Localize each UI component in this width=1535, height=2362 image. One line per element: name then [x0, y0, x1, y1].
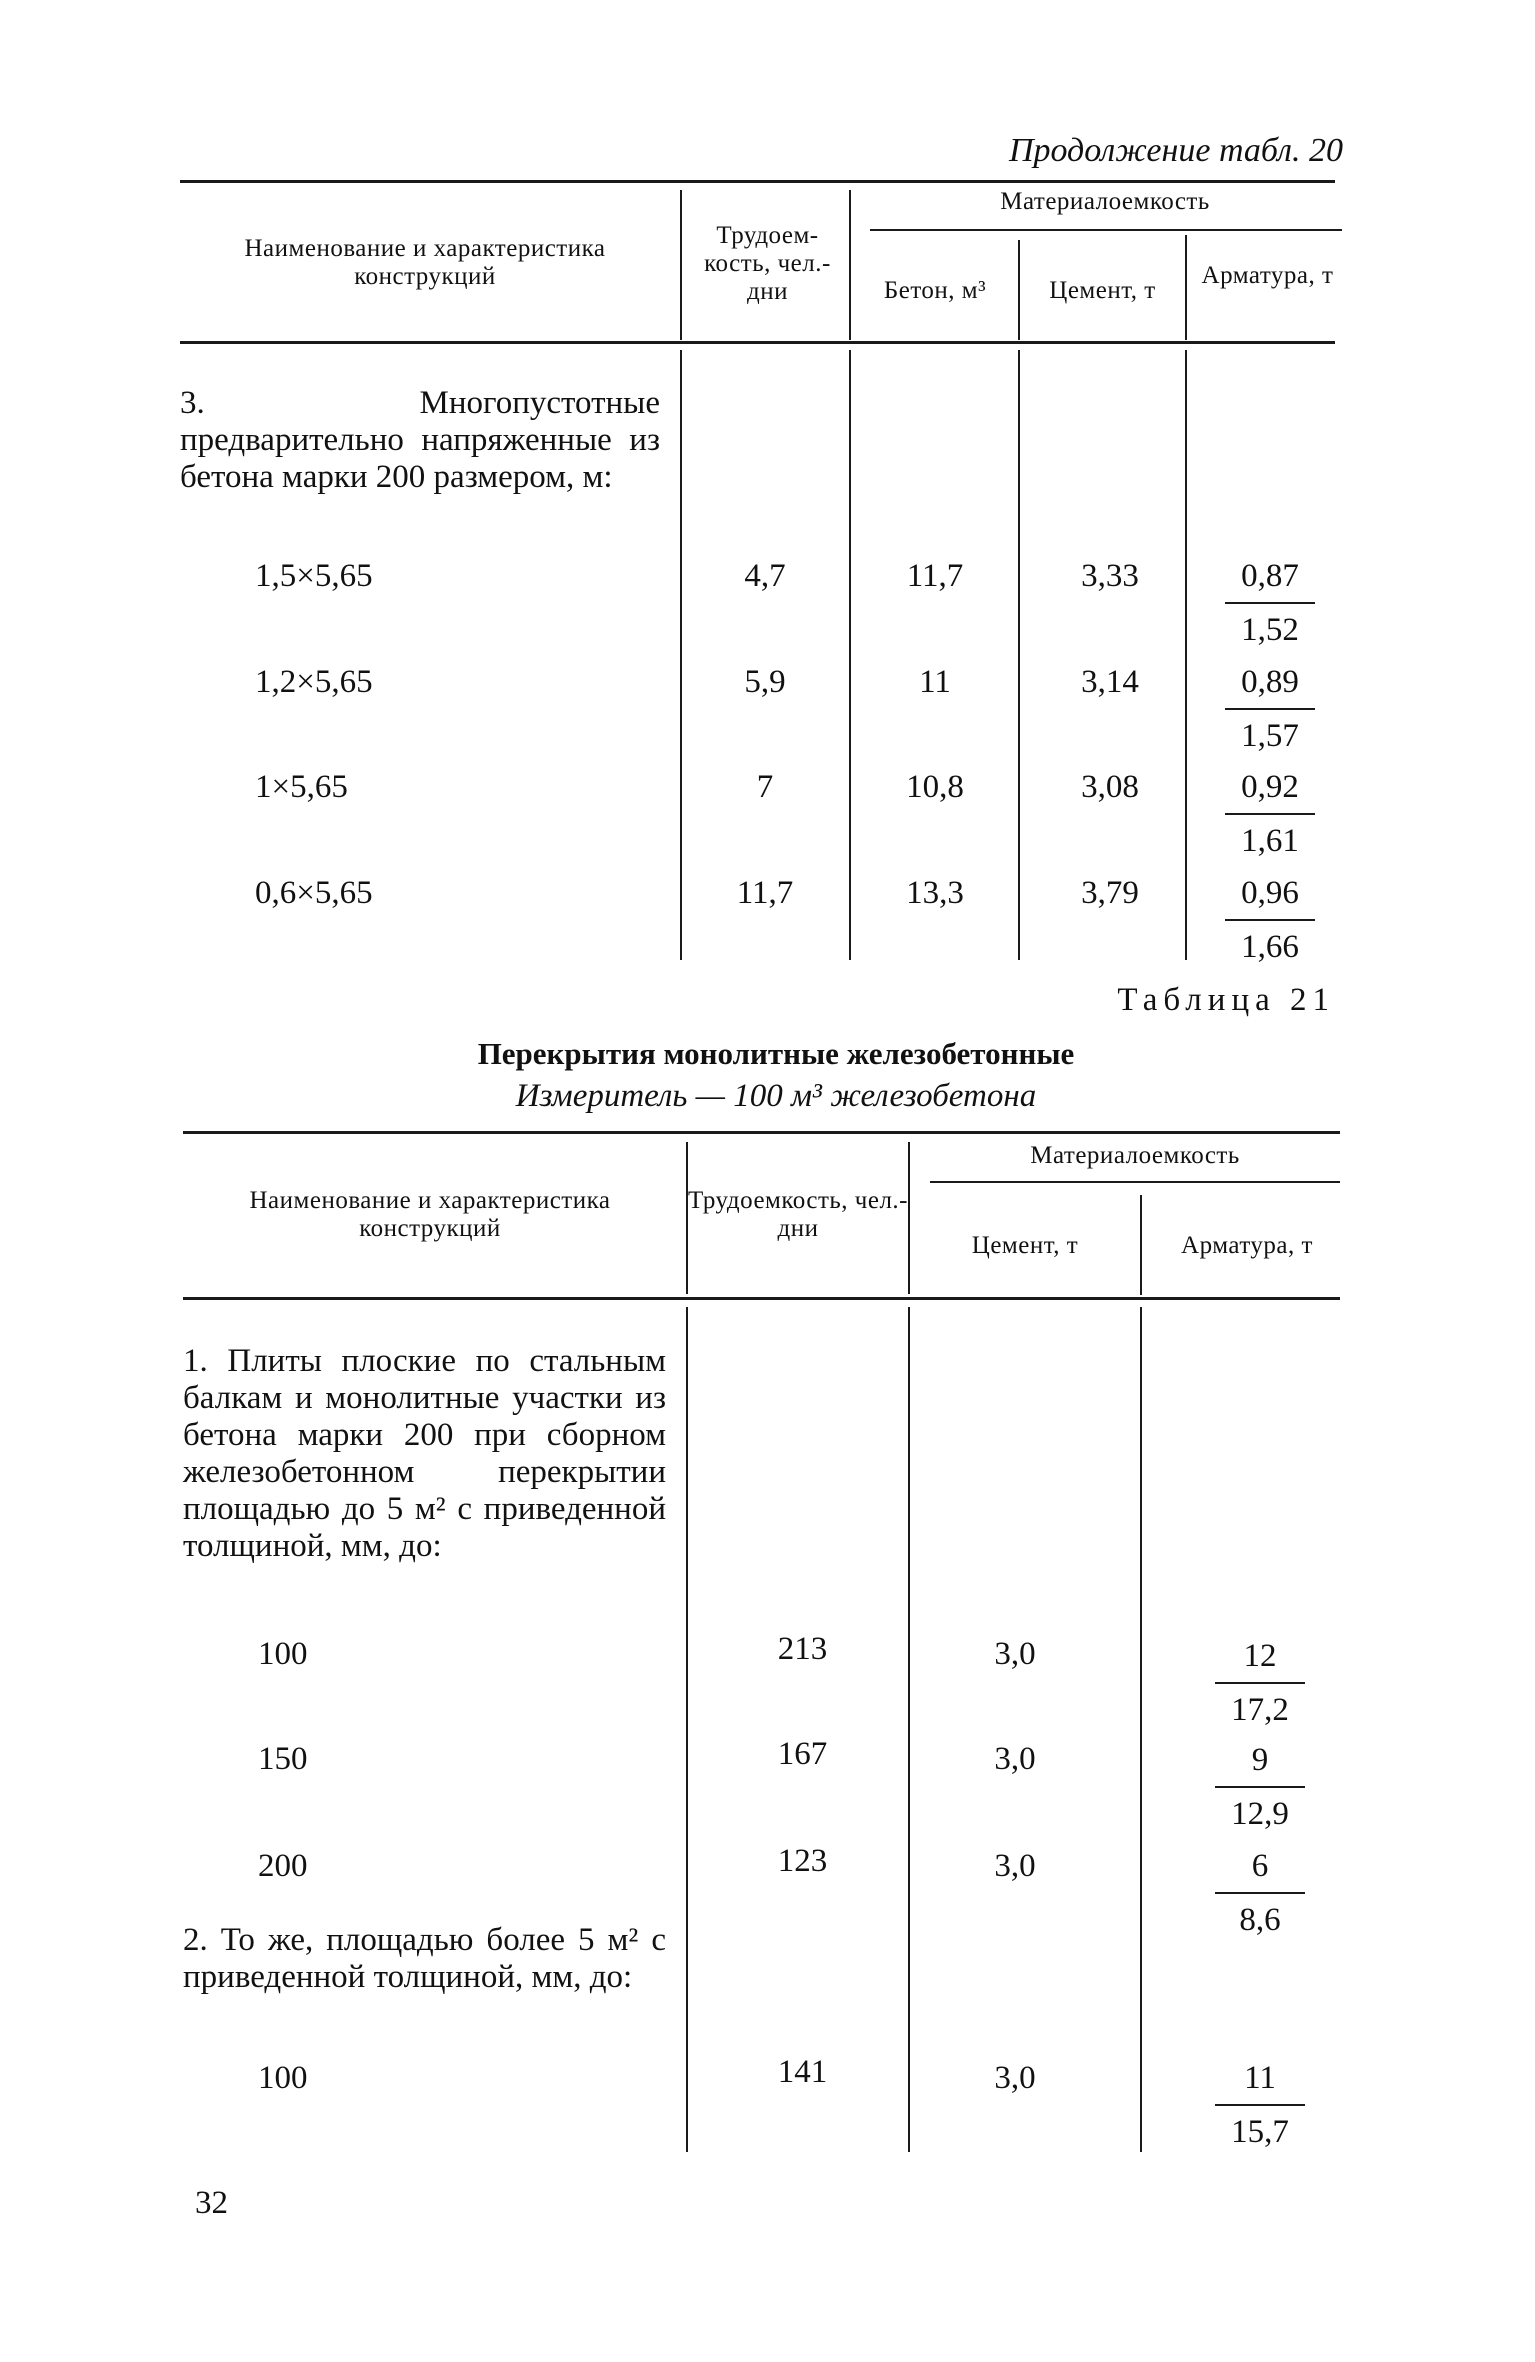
- cement: 3,0: [994, 1636, 1036, 1672]
- rebar-fraction: [1215, 1840, 1305, 1946]
- table-rule: [180, 341, 1335, 344]
- item-label: 2. То же, площадью более 5 м² с приведенной толщиной, мм, до:: [183, 1922, 666, 1995]
- header-cement: Цемент, т: [1049, 277, 1156, 304]
- header-name: Наименование и характеристика конструкций: [249, 1187, 611, 1242]
- denominator: 1,52: [1241, 612, 1299, 648]
- column-divider: [1185, 350, 1187, 960]
- concrete: 11,7: [906, 558, 964, 594]
- table-rule: [180, 180, 1335, 183]
- numerator: 11: [1215, 2052, 1305, 2106]
- header-materials: Материалоемкость: [1030, 1142, 1240, 1169]
- rebar-fraction: [1215, 1630, 1305, 1736]
- concrete: 10,8: [906, 769, 964, 805]
- table-rule: [183, 1131, 1340, 1134]
- size: 1,5×5,65: [255, 558, 373, 594]
- column-divider: [686, 1307, 688, 2152]
- table-title: Перекрытия монолитные железобетонные: [477, 1036, 1075, 1071]
- denominator: 8,6: [1239, 1902, 1281, 1938]
- denominator: 1,66: [1241, 929, 1299, 965]
- numerator: 6: [1215, 1840, 1305, 1894]
- cement: 3,14: [1081, 664, 1139, 700]
- labor: 11,7: [736, 875, 794, 911]
- size: 1×5,65: [255, 769, 348, 805]
- rebar-fraction: [1225, 867, 1315, 973]
- numerator: 0,96: [1225, 867, 1315, 921]
- cement: 3,33: [1081, 558, 1139, 594]
- denominator: 15,7: [1231, 2114, 1289, 2150]
- cement: 3,08: [1081, 769, 1139, 805]
- size: 1,2×5,65: [255, 664, 373, 700]
- header-rebar: Арматура, т: [1201, 262, 1334, 289]
- header-labor: Трудоем-кость, чел.-дни: [704, 222, 831, 305]
- labor: 167: [777, 1736, 828, 1772]
- numerator: 12: [1215, 1630, 1305, 1684]
- labor: 213: [777, 1631, 828, 1667]
- concrete: 13,3: [906, 875, 964, 911]
- cement: 3,0: [994, 1848, 1036, 1884]
- header-labor: Трудоемкость, чел.-дни: [688, 1187, 908, 1242]
- continuation-label: Продолжение табл. 20: [1008, 132, 1343, 169]
- table-rule: [183, 1297, 1340, 1300]
- column-divider: [849, 350, 851, 960]
- page-number: 32: [195, 2185, 228, 2221]
- header-rebar: Арматура, т: [1181, 1232, 1313, 1259]
- item-label: 3. Многопустотные предварительно напряженные из бетона марки 200 размером, м:: [180, 385, 660, 495]
- thickness: 200: [258, 1848, 308, 1884]
- labor: 141: [777, 2054, 828, 2090]
- column-divider: [1018, 350, 1020, 960]
- column-divider: [908, 1307, 910, 2152]
- column-divider: [1185, 235, 1187, 340]
- cement: 3,79: [1081, 875, 1139, 911]
- rebar-fraction: [1225, 761, 1315, 867]
- column-divider: [680, 350, 682, 960]
- thickness: 150: [258, 1741, 308, 1777]
- column-divider: [1140, 1307, 1142, 2152]
- rebar-fraction: [1215, 2052, 1305, 2158]
- size: 0,6×5,65: [255, 875, 373, 911]
- table-rule: [870, 229, 1342, 231]
- numerator: 9: [1215, 1734, 1305, 1788]
- column-divider: [849, 190, 851, 340]
- numerator: 0,89: [1225, 656, 1315, 710]
- table-rule: [930, 1181, 1340, 1183]
- thickness: 100: [258, 2060, 308, 2096]
- labor: 123: [777, 1843, 828, 1879]
- header-materials: Материалоемкость: [1000, 188, 1210, 215]
- numerator: 0,92: [1225, 761, 1315, 815]
- denominator: 1,57: [1241, 718, 1299, 754]
- denominator: 1,61: [1241, 823, 1299, 859]
- cement: 3,0: [994, 2060, 1036, 2096]
- column-divider: [908, 1142, 910, 1294]
- thickness: 100: [258, 1636, 308, 1672]
- column-divider: [680, 190, 682, 340]
- labor: 5,9: [744, 664, 786, 700]
- item-label: 1. Плиты плоские по стальным балкам и монолитные участки из бетона марки 200 при сборном железобетонном перекрытии площадью до 5 м² с приведенной толщиной, мм, до:: [183, 1343, 666, 1564]
- rebar-fraction: [1225, 550, 1315, 656]
- denominator: 17,2: [1231, 1692, 1289, 1728]
- table-label: Таблица 21: [1117, 982, 1335, 1018]
- header-name: Наименование и характеристика конструкций: [244, 235, 606, 290]
- header-cement: Цемент, т: [971, 1232, 1079, 1259]
- rebar-fraction: [1225, 656, 1315, 762]
- header-concrete: Бетон, м³: [883, 277, 987, 304]
- labor: 7: [756, 769, 774, 805]
- concrete: 11: [919, 664, 951, 700]
- table-subtitle: Измеритель — 100 м³ железобетона: [515, 1078, 1037, 1114]
- rebar-fraction: [1215, 1734, 1305, 1840]
- cement: 3,0: [994, 1741, 1036, 1777]
- numerator: 0,87: [1225, 550, 1315, 604]
- denominator: 12,9: [1231, 1796, 1289, 1832]
- labor: 4,7: [744, 558, 786, 594]
